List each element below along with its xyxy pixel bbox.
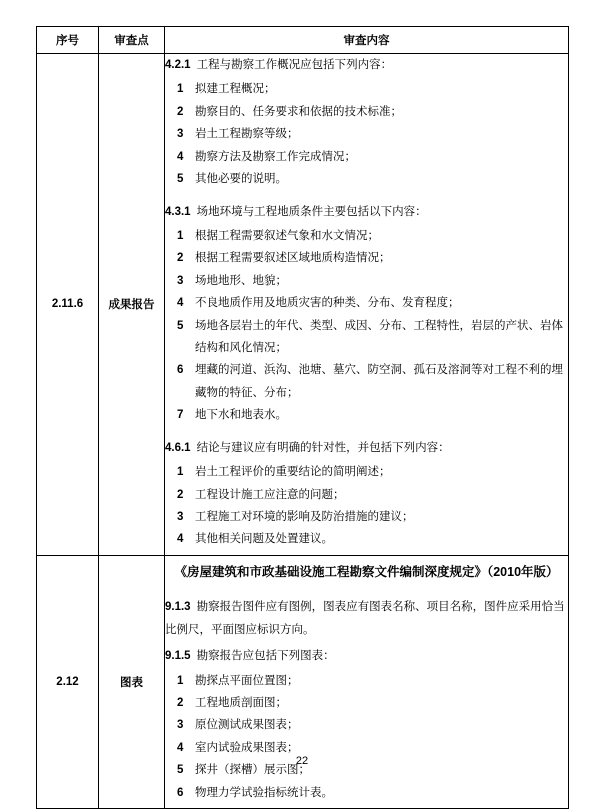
table-header-row xyxy=(37,27,569,54)
clause-group xyxy=(165,201,568,427)
clause-number: 4.6.1 xyxy=(165,441,191,454)
list-item: 其他必要的说明。 xyxy=(195,173,287,186)
clause-lead: 结论与建议应有明确的针对性，并包括下列内容： xyxy=(196,441,450,454)
list-item: 不良地质作用及地质灾害的种类、分布、发育程度； xyxy=(195,297,460,310)
clause-line xyxy=(165,54,568,76)
list-item: 其他相关问题及处置建议。 xyxy=(195,533,333,546)
row-review-content xyxy=(165,555,569,808)
review-table xyxy=(36,26,569,809)
clause-number: 4.3.1 xyxy=(165,205,191,218)
list-item: 勘探点平面位置图； xyxy=(195,674,299,687)
clause-line xyxy=(165,201,568,223)
clause-lead: 勘察报告图件应有图例，图表应有图表名称、项目名称，图件应采用恰当比例尺，平面图应标识方向。 xyxy=(165,601,565,636)
row-no: 2.12 xyxy=(37,555,99,808)
clause-group xyxy=(165,437,568,551)
clause-number: 9.1.3 xyxy=(165,601,191,614)
column-header-point: 审查点 xyxy=(99,27,165,54)
list-item: 工程地质剖面图； xyxy=(195,696,287,709)
clause-number: 4.2.1 xyxy=(165,59,191,71)
list-item: 物理力学试验指标统计表。 xyxy=(195,786,333,799)
clause-item-list xyxy=(165,461,568,551)
table-row xyxy=(37,54,569,556)
row-review-point: 图表 xyxy=(99,555,165,808)
clause-line xyxy=(165,596,568,641)
list-item: 探井（探槽）展示图； xyxy=(195,764,310,777)
list-item: 场地各层岩土的年代、类型、成因、分布、工程特性，岩层的产状、岩体结构和风化情况； xyxy=(195,319,563,355)
list-item: 原位测试成果图表； xyxy=(195,719,299,732)
row-review-content xyxy=(165,54,569,556)
standard-title: 《房屋建筑和市政基础设施工程勘察文件编制深度规定》（2010年版） xyxy=(174,564,559,579)
table-body xyxy=(37,54,569,809)
clause-number: 9.1.5 xyxy=(165,650,191,663)
list-item: 岩土工程评价的重要结论的简明阐述； xyxy=(195,466,391,479)
list-item: 岩土工程勘察等级； xyxy=(195,128,299,141)
list-item: 拟建工程概况； xyxy=(195,83,276,96)
clause-lead: 工程与勘察工作概况应包括下列内容： xyxy=(196,59,393,71)
list-item: 场地地形、地貌； xyxy=(195,274,287,287)
page-number: 22 xyxy=(295,755,309,767)
clause-lead: 勘察报告应包括下列图表： xyxy=(196,650,335,663)
clause-line xyxy=(165,437,568,459)
clause-item-list xyxy=(165,78,568,190)
row-review-point: 成果报告 xyxy=(99,54,165,556)
list-item: 根据工程需要叙述气象和水文情况； xyxy=(195,229,379,242)
list-item: 地下水和地表水。 xyxy=(195,409,287,422)
list-item: 勘察目的、任务要求和依据的技术标准； xyxy=(195,105,402,118)
table-header xyxy=(37,27,569,54)
list-item: 工程设计施工应注意的问题； xyxy=(195,488,345,501)
list-item: 工程施工对环境的影响及防治措施的建议； xyxy=(195,511,414,524)
column-header-no: 序号 xyxy=(37,27,99,54)
list-item: 根据工程需要叙述区域地质构造情况； xyxy=(195,252,391,265)
clause-group xyxy=(165,54,568,191)
clause-item-list xyxy=(165,670,568,805)
clause-lead: 场地环境与工程地质条件主要包括以下内容： xyxy=(196,205,427,218)
list-item: 埋藏的河道、浜沟、池塘、墓穴、防空洞、孤石及溶洞等对工程不利的埋藏物的特征、分布； xyxy=(195,364,563,399)
column-header-content: 审查内容 xyxy=(165,27,569,54)
list-item: 室内试验成果图表； xyxy=(195,741,299,754)
clause-line xyxy=(165,645,568,667)
clause-group xyxy=(165,596,568,641)
list-item: 勘察方法及勘察工作完成情况； xyxy=(195,150,356,163)
table-row xyxy=(37,555,569,808)
clause-item-list xyxy=(165,225,568,427)
clause-group xyxy=(165,645,568,804)
row-no: 2.11.6 xyxy=(37,54,99,556)
